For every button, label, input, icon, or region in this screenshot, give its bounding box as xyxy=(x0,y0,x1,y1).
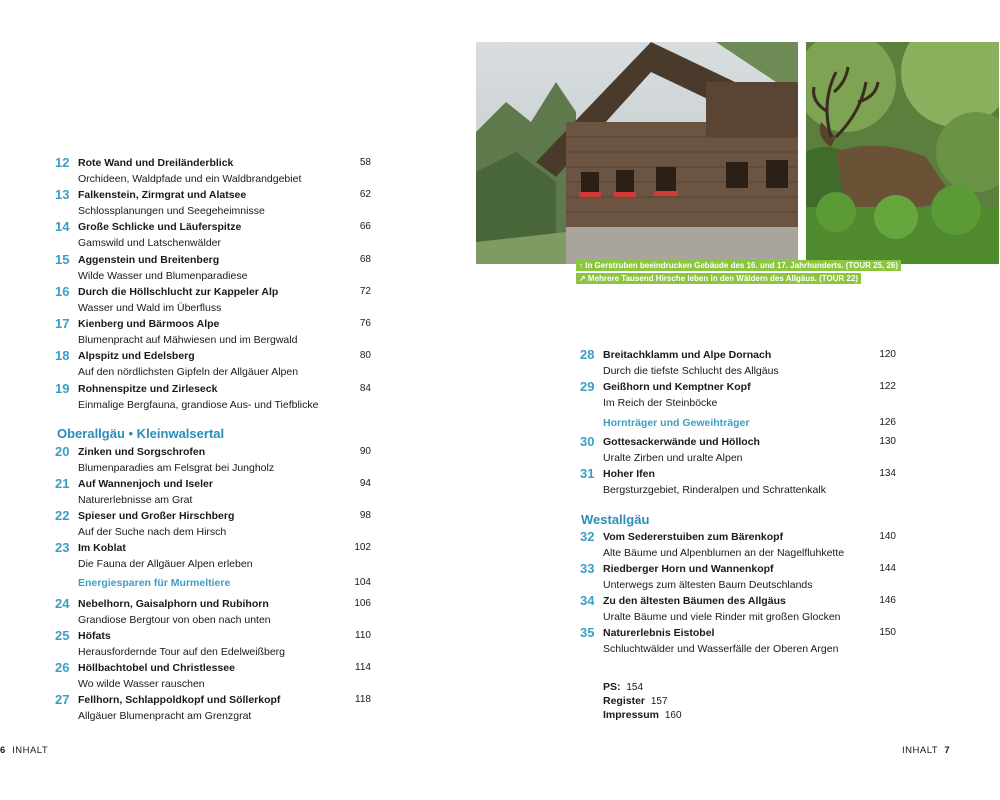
toc-entry-page: 68 xyxy=(359,254,371,265)
toc-entry-title: Gottesackerwände und Hölloch xyxy=(603,436,760,448)
special-topic-page: 126 xyxy=(879,417,896,428)
toc-entry-subtitle: Alte Bäume und Alpenblumen an der Nagelfluhkette xyxy=(603,547,845,559)
toc-entry-page: 144 xyxy=(879,563,896,574)
special-topic-horntraeger xyxy=(603,417,749,429)
toc-entry xyxy=(55,157,395,187)
toc-entry xyxy=(55,286,395,316)
toc-entry-page: 140 xyxy=(879,531,896,542)
toc-entry-number: 17 xyxy=(55,316,70,331)
toc-entry xyxy=(580,563,920,593)
toc-entry-title: Zu den ältesten Bäumen des Allgäus xyxy=(603,595,786,607)
toc-entry-number: 26 xyxy=(55,660,70,675)
toc-entry-subtitle: Einmalige Bergfauna, grandiose Aus- und Tiefblicke xyxy=(78,399,319,411)
toc-entry-number: 20 xyxy=(55,444,70,459)
toc-entry-number: 12 xyxy=(55,155,70,170)
toc-entry-number: 22 xyxy=(55,508,70,523)
toc-entry-page: 146 xyxy=(879,595,896,606)
toc-entry-subtitle: Uralte Zirben und uralte Alpen xyxy=(603,452,743,464)
toc-entry-subtitle: Auf den nördlichsten Gipfeln der Allgäuer Alpen xyxy=(78,366,299,378)
toc-entry-number: 25 xyxy=(55,628,70,643)
toc-entry xyxy=(55,383,395,413)
toc-entry-number: 15 xyxy=(55,252,70,267)
toc-entry-subtitle: Schluchtwälder und Wasserfälle der Oberen Argen xyxy=(603,643,839,655)
toc-entry-subtitle: Uralte Bäume und viele Rinder mit großen Glocken xyxy=(603,611,841,623)
toc-entry-number: 19 xyxy=(55,381,70,396)
toc-entry xyxy=(55,542,395,572)
toc-entry-subtitle: Unterwegs zum ältesten Baum Deutschlands xyxy=(603,579,813,591)
photo-caption-house: ↑ In Gerstruben beeindrucken Gebäude des 16. und 17. Jahrhunderts. (TOUR 25, 26) xyxy=(576,260,901,271)
toc-entry-title: Auf Wannenjoch und Iseler xyxy=(78,478,213,490)
special-topic-page: 104 xyxy=(354,577,371,588)
toc-entry-title: Falkenstein, Zirmgrat und Alatsee xyxy=(78,189,247,201)
toc-entry xyxy=(580,349,920,379)
toc-entry-page: 134 xyxy=(879,468,896,479)
photo-red-deer xyxy=(806,42,999,264)
footer-right xyxy=(902,745,950,756)
section-heading-oberallgaeu: Oberallgäu • Kleinwalsertal xyxy=(57,426,225,441)
toc-entry xyxy=(55,221,395,251)
toc-entry-number: 28 xyxy=(580,347,595,362)
toc-entry-title: Große Schlicke und Läuferspitze xyxy=(78,221,242,233)
footer-left xyxy=(0,745,48,756)
toc-entry-subtitle: Durch die tiefste Schlucht des Allgäus xyxy=(603,365,779,377)
toc-entry-title: Alpspitz und Edelsberg xyxy=(78,350,195,362)
footer-label: INHALT xyxy=(902,745,939,756)
toc-entry-subtitle: Herausfordernde Tour auf den Edelweißberg xyxy=(78,646,286,658)
toc-entry-number: 24 xyxy=(55,596,70,611)
misc-register: Register 157 xyxy=(603,695,668,707)
toc-entry-subtitle: Schlossplanungen und Seegeheimnisse xyxy=(78,205,265,217)
toc-entry xyxy=(55,254,395,284)
toc-entry xyxy=(55,630,395,660)
toc-entry xyxy=(55,318,395,348)
toc-entry-number: 27 xyxy=(55,692,70,707)
toc-entry-title: Geißhorn und Kemptner Kopf xyxy=(603,381,751,393)
toc-entry xyxy=(55,662,395,692)
toc-entry-page: 84 xyxy=(359,383,371,394)
toc-entry-title: Durch die Höllschlucht zur Kappeler Alp xyxy=(78,286,279,298)
footer-label: INHALT xyxy=(12,745,49,756)
toc-entry xyxy=(55,598,395,628)
toc-entry-number: 29 xyxy=(580,379,595,394)
toc-entry-number: 31 xyxy=(580,466,595,481)
toc-entry-page: 120 xyxy=(879,349,896,360)
toc-entry-title: Im Koblat xyxy=(78,542,126,554)
toc-entry-number: 35 xyxy=(580,625,595,640)
section-heading-westallgaeu: Westallgäu xyxy=(581,512,650,527)
toc-entry-page: 80 xyxy=(359,350,371,361)
toc-entry-page: 58 xyxy=(359,157,371,168)
toc-entry-page: 76 xyxy=(359,318,371,329)
toc-entry-subtitle: Im Reich der Steinböcke xyxy=(603,397,718,409)
toc-entry-title: Riedberger Horn und Wannenkopf xyxy=(603,563,774,575)
toc-entry-subtitle: Naturerlebnisse am Grat xyxy=(78,494,193,506)
toc-entry-subtitle: Die Fauna der Allgäuer Alpen erleben xyxy=(78,558,253,570)
toc-entry-title: Nebelhorn, Gaisalphorn und Rubihorn xyxy=(78,598,269,610)
toc-entry-page: 90 xyxy=(359,446,371,457)
toc-entry-subtitle: Allgäuer Blumenpracht am Grenzgrat xyxy=(78,710,252,722)
photo-gerstruben-house xyxy=(476,42,798,264)
toc-entry-title: Höllbachtobel und Christlessee xyxy=(78,662,235,674)
toc-entry-subtitle: Bergsturzgebiet, Rinderalpen und Schrattenkalk xyxy=(603,484,826,496)
toc-entry-page: 106 xyxy=(354,598,371,609)
toc-entry xyxy=(55,510,395,540)
toc-entry-number: 14 xyxy=(55,219,70,234)
toc-entry-subtitle: Blumenpracht auf Mähwiesen und im Bergwald xyxy=(78,334,298,346)
toc-entry-title: Hoher Ifen xyxy=(603,468,655,480)
toc-entry xyxy=(580,595,920,625)
toc-entry-title: Vom Sedererstuiben zum Bärenkopf xyxy=(603,531,784,543)
toc-entry xyxy=(55,694,395,724)
toc-entry xyxy=(55,189,395,219)
toc-entry-subtitle: Auf der Suche nach dem Hirsch xyxy=(78,526,227,538)
toc-entry xyxy=(55,350,395,380)
misc-ps: PS: 154 xyxy=(603,681,644,693)
toc-entry-title: Spieser und Großer Hirschberg xyxy=(78,510,235,522)
toc-entry-number: 32 xyxy=(580,529,595,544)
toc-entry-subtitle: Wo wilde Wasser rauschen xyxy=(78,678,205,690)
toc-entry-page: 72 xyxy=(359,286,371,297)
toc-entry-number: 23 xyxy=(55,540,70,555)
toc-entry-subtitle: Grandiose Bergtour von oben nach unten xyxy=(78,614,271,626)
toc-entry xyxy=(580,381,920,411)
toc-entry-page: 94 xyxy=(359,478,371,489)
toc-entry-number: 21 xyxy=(55,476,70,491)
toc-entry-title: Breitachklamm und Alpe Dornach xyxy=(603,349,772,361)
toc-entry-title: Fellhorn, Schlappoldkopf und Söllerkopf xyxy=(78,694,281,706)
toc-entry-page: 102 xyxy=(354,542,371,553)
toc-entry-number: 13 xyxy=(55,187,70,202)
toc-entry-page: 110 xyxy=(355,630,371,641)
toc-entry-title: Naturerlebnis Eistobel xyxy=(603,627,715,639)
toc-entry-title: Rohnenspitze und Zirleseck xyxy=(78,383,218,395)
toc-entry-number: 16 xyxy=(55,284,70,299)
toc-entry xyxy=(55,478,395,508)
toc-entry xyxy=(580,531,920,561)
toc-entry-title: Aggenstein und Breitenberg xyxy=(78,254,220,266)
toc-entry-title: Kienberg und Bärmoos Alpe xyxy=(78,318,220,330)
toc-entry-subtitle: Blumenparadies am Felsgrat bei Jungholz xyxy=(78,462,275,474)
toc-entry-title: Rote Wand und Dreiländerblick xyxy=(78,157,234,169)
toc-entry-subtitle: Gamswild und Latschenwälder xyxy=(78,237,221,249)
toc-entry-page: 62 xyxy=(359,189,371,200)
toc-entry-page: 130 xyxy=(879,436,896,447)
toc-entry xyxy=(580,468,920,498)
toc-entry-number: 30 xyxy=(580,434,595,449)
page-number: 6 xyxy=(0,745,6,756)
misc-impressum: Impressum 160 xyxy=(603,709,682,721)
toc-entry-number: 18 xyxy=(55,348,70,363)
toc-entry-page: 114 xyxy=(355,662,371,673)
toc-entry-number: 34 xyxy=(580,593,595,608)
toc-entry xyxy=(580,627,920,657)
toc-entry-page: 118 xyxy=(355,694,371,705)
toc-entry-page: 150 xyxy=(879,627,896,638)
special-topic-murmeltiere xyxy=(78,577,230,589)
toc-entry-title: Höfats xyxy=(78,630,111,642)
special-topic-title: Hornträger und Geweihträger xyxy=(603,417,750,429)
toc-entry-title: Zinken und Sorgschrofen xyxy=(78,446,206,458)
photo-caption-deer: ↗ Mehrere Tausend Hirsche leben in den Wäldern des Allgäus. (TOUR 22) xyxy=(576,273,861,284)
special-topic-title: Energiesparen für Murmeltiere xyxy=(78,577,231,589)
toc-entry xyxy=(55,446,395,476)
toc-entry-page: 66 xyxy=(359,221,371,232)
toc-entry-subtitle: Orchideen, Waldpfade und ein Waldbrandgebiet xyxy=(78,173,302,185)
toc-entry-subtitle: Wilde Wasser und Blumenparadiese xyxy=(78,270,248,282)
toc-entry-subtitle: Wasser und Wald im Überfluss xyxy=(78,302,222,314)
toc-entry xyxy=(580,436,920,466)
toc-entry-page: 122 xyxy=(879,381,896,392)
toc-entry-page: 98 xyxy=(359,510,371,521)
toc-entry-number: 33 xyxy=(580,561,595,576)
page-number: 7 xyxy=(944,745,951,756)
